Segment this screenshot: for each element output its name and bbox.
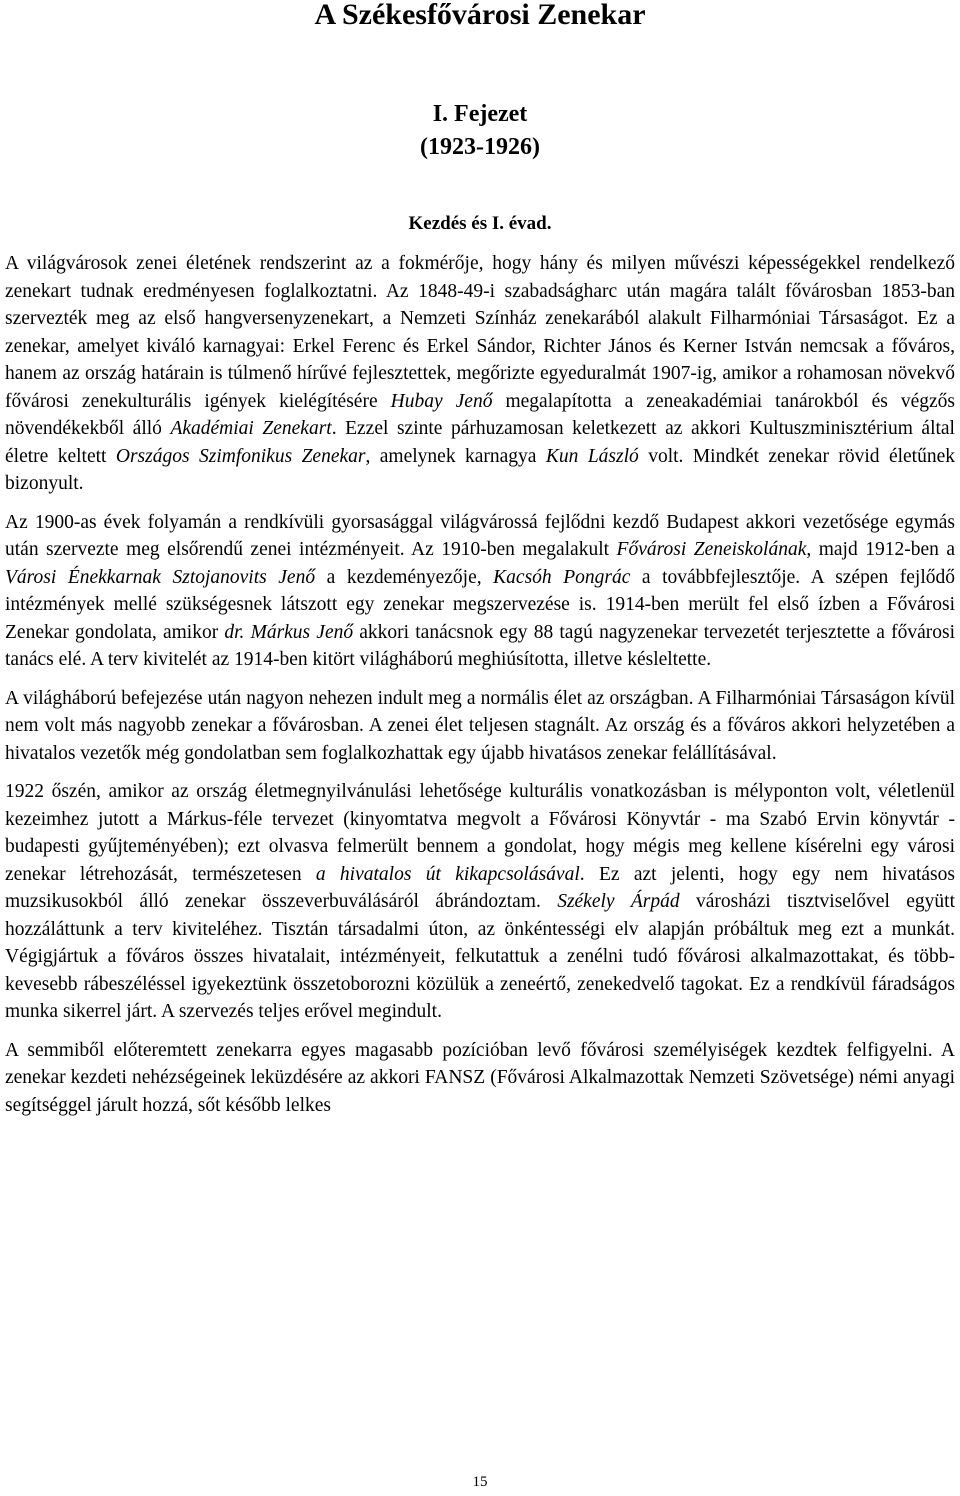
page-number: 15 <box>472 1474 488 1490</box>
text-run: városházi tisztviselővel együtt hozzáláttunk a terv kiviteléhez. Tisztán társadalmi úton, az önkéntességi elv alapján próbáltuk meg ezt a munkát. Végigjártuk a főváros összes hivatalait, intézményeit, felkutattuk a zenélni tudó fővárosi alkalmazottakat, és több-kevesebb rábeszéléssel igyekeztünk összetoborozni közülük a zeneértő, zenekedvelő tagokat. Ez a rendkívül fáradságos munka sikerrel járt. A szervezés teljes erővel megindult. <box>5 891 955 1022</box>
text-run: , amelynek karnagya <box>365 445 546 467</box>
document-title: A Székesfővárosi Zenekar <box>314 0 646 31</box>
text-run: 1922 őszén, amikor az ország életmegnyilvánulási lehetősége kulturális vonatkozásban is mélyponton volt, véletlenül kezeimhez jutott a Márkus-féle tervezet (kinyomtatva megvolt a Fővárosi Könyvtár - ma Szabó Ervin könyvtár - budapesti gyűjteményében); ezt olvasva felmerült bennem a gondolat, hogy mégis meg kellene kísérelni egy városi zenekar létrehozását, természetesen <box>5 781 955 885</box>
italic-text-run: Kacsóh Pongrác <box>493 566 631 588</box>
italic-text-run: Országos Szimfonikus Zenekar <box>115 445 366 467</box>
text-run: a továbbfejlesztője. A szépen fejlődő intézmények mellé szükségesnek látszott egy zenekar megszervezése is. 1914-ben merült fel első ízben a Fővárosi Zenekar gondolata, amikor <box>5 566 956 643</box>
text-run: A semmiből előteremtett zenekarra egyes magasabb pozícióban levő fővárosi személyiségek kezdtek felfigyelni. A zenekar kezdeti nehézségeinek leküzdésére az akkori FANSZ (Fővárosi Alkalmazottak Nemzeti Szövetsége) némi anyagi segítséggel járult hozzá, sőt később lelkes <box>5 1039 955 1116</box>
text-run: volt. Mindkét zenekar rövid életűnek bizonyult. <box>5 445 955 494</box>
text-run: . Ez azt jelenti, hogy egy nem hivatásos muzsikusokból álló zenekar összeverbuválásáról ábrándoztam. <box>5 863 955 912</box>
text-run: a kezdeményezője, <box>315 566 494 588</box>
italic-text-run: a hivatalos út kikapcsolásával <box>315 863 580 885</box>
italic-text-run: Fővárosi Zeneiskolának <box>616 539 807 560</box>
text-run: . Ezzel szinte párhuzamosan keletkezett az akkori Kultuszminisztérium által életre keltett <box>5 418 955 467</box>
chapter-heading <box>5 98 955 164</box>
text-run: A világvárosok zenei életének rendszerint az a fokmérője, hogy hány és milyen művészi képességekkel rendelkező zenekart tudnak eredményesen foglalkoztatni. Az 1848-49-i szabadságharc után magára talált fővárosban 1853-ban szervezték meg az első hangversenyzenekart, a Nemzeti Színház zenekarából alakult Filharmóniai Társaságot. Ez a zenekar, amelyet kiváló karnagyai: Erkel Ferenc és Erkel Sándor, Richter János és Kerner István nemcsak a főváros, hanem az ország határain is túlmenő hírűvé fejlesztettek, megőrizte egyeduralmát 1907-ig, amikor a rohamosan növekvő fővárosi zenekulturális igények kielégítésére <box>5 253 955 412</box>
chapter-years: (1923-1926) <box>420 134 540 160</box>
text-run: akkori tanácsnok egy 88 tagú nagyzenekar tervezetét terjesztette a fővárosi tanács elé. A terv kivitelét az 1914-ben kitört világháború meghiúsította, illetve késleltette. <box>5 621 956 670</box>
paragraph-2 <box>5 509 955 674</box>
paragraph-5 <box>5 1037 955 1120</box>
italic-text-run: dr. Márkus Jenő <box>224 621 354 643</box>
text-run: megalapította a zeneakadémiai tanárokból és végzős növendékekből álló <box>5 390 955 439</box>
italic-text-run: Székely Árpád <box>557 891 680 912</box>
section-heading: Kezdés és I. évad. <box>408 213 552 234</box>
text-run: , majd 1912-ben a <box>806 539 956 560</box>
paragraph-3 <box>5 685 955 768</box>
italic-text-run: Hubay Jenő <box>390 390 493 412</box>
italic-text-run: Városi Énekkarnak Sztojanovits Jenő <box>5 566 316 588</box>
text-run: Az 1900-as évek folyamán a rendkívüli gyorsasággal világvárossá fejlődni kezdő Budapest akkori vezetősége egymás után szervezte meg elsőrendű zenei intézményeit. Az 1910-ben megalakult <box>5 511 955 560</box>
paragraph-1 <box>5 250 955 498</box>
chapter-number: I. Fejezet <box>432 101 528 127</box>
italic-text-run: Akadémiai Zenekart <box>170 418 332 439</box>
italic-text-run: Kun László <box>545 445 639 467</box>
text-run: A világháború befejezése után nagyon nehezen indult meg a normális élet az országban. A Filharmóniai Társaságon kívül nem volt más nagyobb zenekar a fővárosban. A zenei élet teljesen stagnált. Az ország és a főváros akkori helyzetében a hivatalos vezetők még gondolatban sem foglalkozhattak egy újabb hivatásos zenekar felállításával. <box>5 687 955 764</box>
paragraph-4 <box>5 778 955 1026</box>
